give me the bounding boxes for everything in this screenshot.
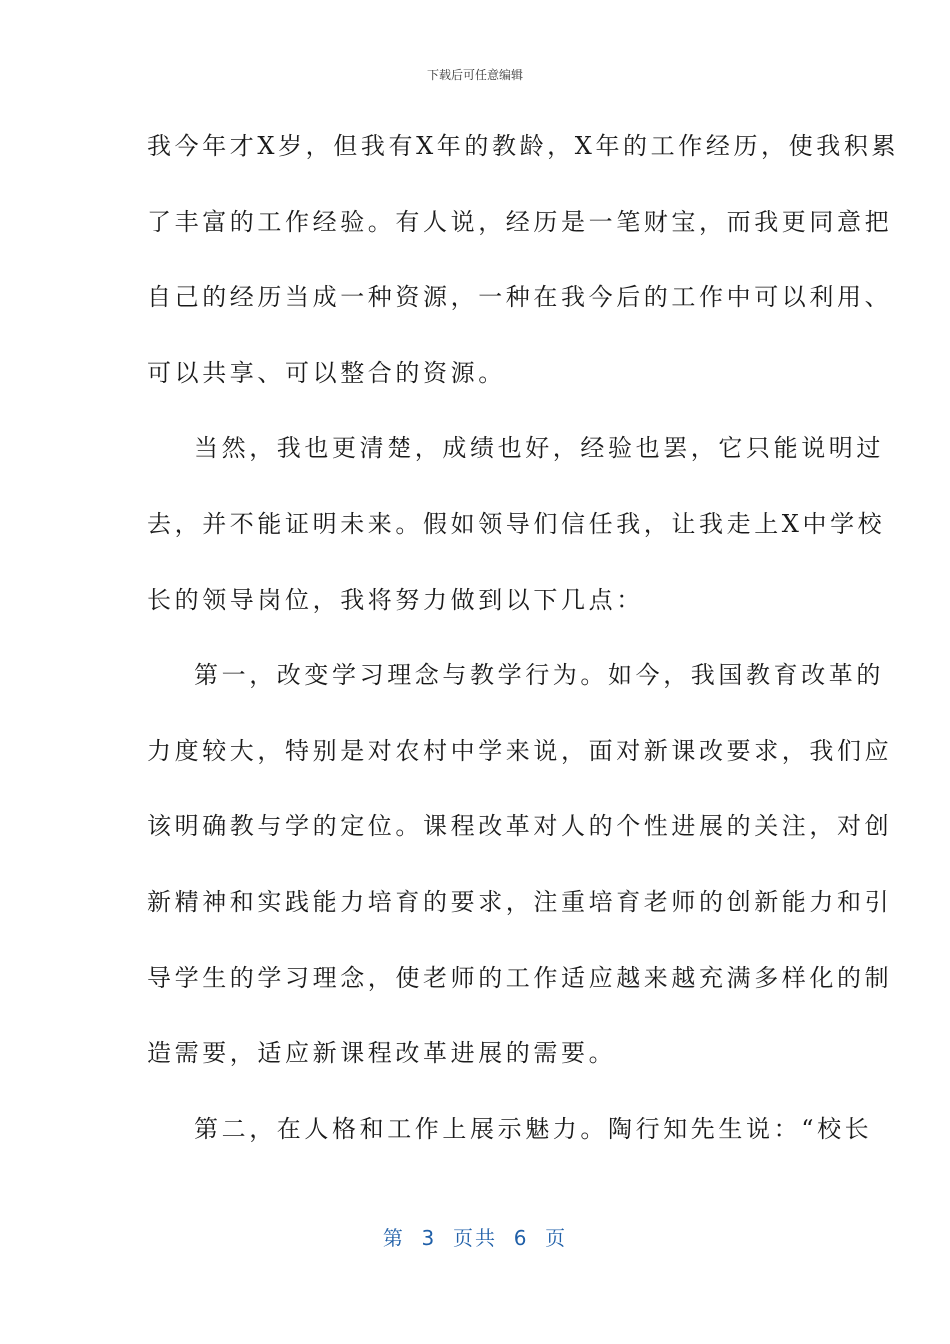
paragraph-2-line-2: 去，并不能证明未来。假如领导们信任我，让我走上X中学校 [147, 509, 886, 538]
paragraph-4-line-1: 第二，在人格和工作上展示魅力。陶行知先生说：“校长 [194, 1114, 873, 1143]
paragraph-1-line-3: 自己的经历当成一种资源，一种在我今后的工作中可以利用、 [147, 283, 893, 312]
paragraph-2-line-1: 当然，我也更清楚，成绩也好，经验也罢，它只能说明过 [194, 434, 884, 463]
page-header-note: 下载后可任意编辑 [426, 68, 523, 82]
paragraph-1-line-2: 了丰富的工作经验。有人说，经历是一笔财宝，而我更同意把 [147, 207, 893, 236]
paragraph-3-line-3: 该明确教与学的定位。课程改革对人的个性进展的关注，对创 [147, 812, 893, 841]
paragraph-1-line-1: 我今年才X岁，但我有X年的教龄，X年的工作经历，使我积累 [147, 132, 900, 160]
paragraph-3-line-4: 新精神和实践能力培育的要求，注重培育老师的创新能力和引 [147, 887, 893, 916]
document-body [147, 118, 900, 1176]
paragraph-3-line-5: 导学生的学习理念，使老师的工作适应越来越充满多样化的制 [147, 963, 893, 992]
paragraph-1-line-4: 可以共享、可以整合的资源。 [147, 358, 506, 387]
page-number-footer: 第 3 页共 6 页 [382, 1226, 568, 1250]
paragraph-3-line-6: 造需要，适应新课程改革进展的需要。 [147, 1039, 617, 1068]
paragraph-3-line-1: 第一，改变学习理念与教学行为。如今，我国教育改革的 [194, 661, 884, 690]
paragraph-3-line-2: 力度较大，特别是对农村中学来说，面对新课改要求，我们应 [147, 736, 893, 765]
paragraph-2-line-3: 长的领导岗位，我将努力做到以下几点： [147, 585, 644, 614]
